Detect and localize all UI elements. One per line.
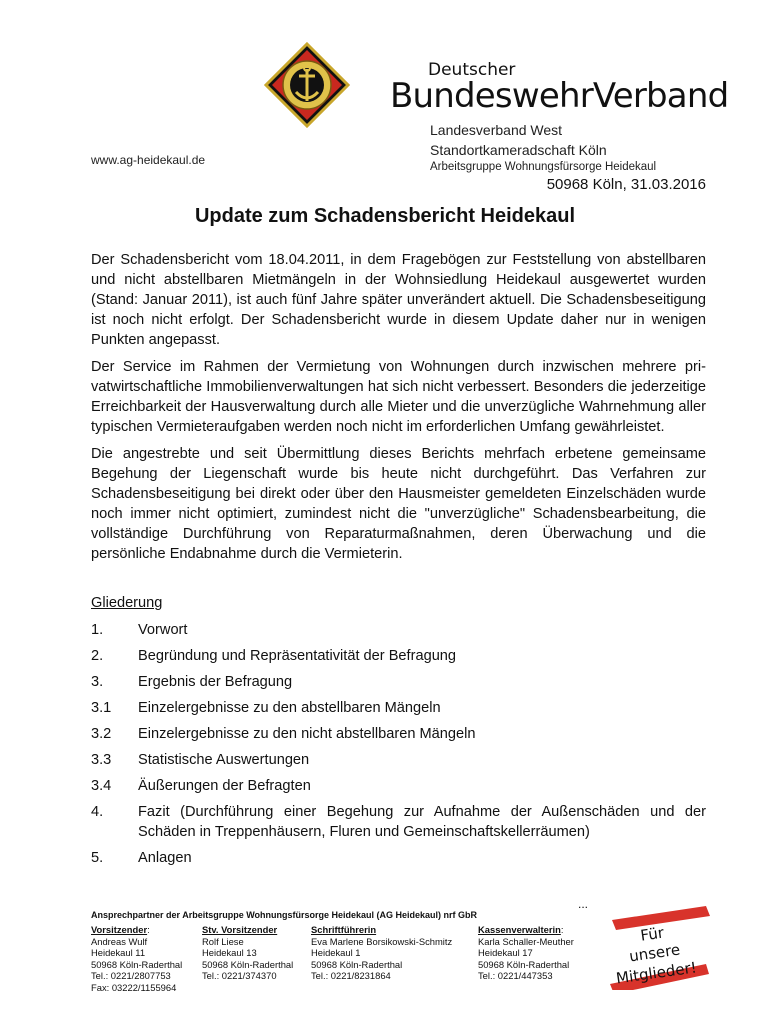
toc-text: Begründung und Repräsentativität der Befragung — [138, 648, 457, 664]
dbwv-emblem-logo — [264, 42, 350, 128]
footer-heading: Ansprechpartner der Arbeitsgruppe Wohnungsfürsorge Heidekaul (AG Heidekaul) nrf GbR — [91, 910, 478, 920]
contact-line: Heidekaul 11 — [91, 947, 146, 958]
toc-text: Einzelergebnisse zu den abstellbaren Mängeln — [138, 700, 441, 716]
contact-line: 50968 Köln-Raderthal — [478, 958, 570, 970]
contact-chairman: Vorsitzender: Andreas Wulf Heidekaul 11 50968 Köln-Raderthal Tel.: 0221/2807753 Fax: 03222/1155964 — [91, 924, 183, 993]
member-badge — [606, 900, 716, 990]
toc-text: Statistische Auswertungen — [138, 752, 310, 768]
contact-line: Heidekaul 13 — [202, 947, 257, 958]
contact-line: Eva Marlene Borsikowski-Schmitz — [311, 935, 453, 947]
continuation-mark: ... — [578, 897, 589, 911]
toc-item — [91, 672, 706, 692]
toc-item — [91, 802, 706, 842]
toc-item — [91, 776, 706, 796]
contact-role: Stv. Vorsitzender — [202, 924, 278, 935]
toc-item — [91, 750, 706, 770]
toc-item — [91, 724, 706, 744]
landesverband: Landesverband West — [430, 122, 563, 138]
place-date: 50968 Köln, 31.03.2016 — [546, 176, 706, 193]
document-title: Update zum Schadensbericht Heidekaul — [194, 205, 576, 227]
badge-text: Für — [639, 923, 666, 945]
toc-number: 5. — [91, 850, 104, 866]
toc-text: Äußerungen der Befragten — [138, 778, 311, 794]
contact-role: Vorsitzender — [91, 924, 148, 935]
badge-text: Mitglieder! — [614, 958, 698, 988]
contact-line: Andreas Wulf — [91, 935, 148, 947]
toc-text: Vorwort — [138, 622, 188, 638]
contact-role: Kassenverwalterin — [478, 924, 561, 935]
toc-number: 3. — [91, 674, 104, 690]
paragraph: Die angestrebte und seit Übermittlung dieses Berichts mehrfach erbetene gemeinsame Begehung der Liegenschaft wurde bis heute nicht durchgeführt. Das Verfahren zur Schadensbeseitigung bei direkt oder über den Hausmeister gemeldeten Einzelschäden wurde noch immer nicht optimiert, zumindest nicht die "unverzügliche" Schadensbearbeitung, die vollständige Durchführung von Reparaturmaßnahmen, deren Überwachung und die persönliche Endabnahme durch die Vermieterin. — [91, 446, 706, 562]
contact-line: Tel.: 0221/447353 — [478, 970, 553, 981]
toc-number: 3.3 — [91, 752, 112, 768]
contact-line: Tel.: 0221/8231864 — [311, 970, 391, 981]
toc-number: 3.1 — [91, 700, 112, 716]
contact-line: Tel.: 0221/374370 — [202, 970, 277, 981]
toc-number: 3.4 — [91, 778, 112, 794]
contact-line: 50968 Köln-Raderthal — [91, 958, 183, 970]
contact-treasurer: Kassenverwalterin: Karla Schaller-Meuther Heidekaul 17 50968 Köln-Raderthal Tel.: 0221/447353 — [478, 924, 574, 981]
website-url: www.ag-heidekaul.de — [91, 153, 206, 167]
toc-item — [91, 698, 706, 718]
contact-secretary — [311, 924, 452, 982]
toc-number: 2. — [91, 648, 104, 664]
toc-number: 3.2 — [91, 726, 112, 742]
contact-deputy — [202, 924, 293, 982]
toc-heading: Gliederung — [91, 595, 163, 611]
contact-line: Heidekaul 17 — [478, 947, 533, 958]
contact-line: Tel.: 0221/2807753 — [91, 970, 171, 981]
toc-text: Einzelergebnisse zu den nicht abstellbaren Mängeln — [138, 726, 476, 742]
contact-line: Rolf Liese — [202, 935, 244, 947]
toc-number: 1. — [91, 622, 104, 638]
standortkameradschaft: Standortkameradschaft Köln — [430, 142, 607, 158]
toc-number: 4. — [91, 804, 104, 820]
toc-item — [91, 620, 706, 640]
toc-text: Ergebnis der Befragung — [138, 674, 293, 690]
toc-item — [91, 646, 706, 666]
table-of-contents — [91, 620, 706, 874]
contact-role: Schriftführerin — [311, 924, 377, 935]
sender-block — [430, 120, 656, 175]
contact-line: 50968 Köln-Raderthal — [311, 958, 403, 970]
body-text — [91, 250, 706, 571]
badge-text: unsere — [628, 940, 682, 966]
toc-item — [91, 848, 706, 868]
contact-line: Heidekaul 1 — [311, 947, 361, 958]
paragraph: Der Schadensbericht vom 18.04.2011, in dem Fragebögen zur Feststellung von abstellbaren und nicht abstellbaren Mietmängeln in der Wohnsiedlung Heidekaul ausgewertet wurden (Stand: Januar 2011), ist auch fünf Jahre später unverändert aktuell. Die Schadensbeseitigung ist noch nicht erfolgt. Der Schadensbericht wurde in diesem Update daher nur in wenigen Punkten angepasst. — [91, 252, 706, 348]
contact-line: Fax: 03222/1155964 — [91, 981, 177, 993]
contact-line: 50968 Köln-Raderthal — [202, 958, 294, 970]
contact-line: Karla Schaller-Meuther — [478, 935, 574, 947]
org-name-line2: BundeswehrVerband — [390, 76, 729, 116]
arbeitsgruppe: Arbeitsgruppe Wohnungsfürsorge Heidekaul — [430, 161, 657, 173]
paragraph: Der Service im Rahmen der Vermietung von Wohnungen durch inzwischen mehrere privatwirtschaftliche Immobilienverwaltungen hat sich nicht verbessert. Besonders die jederzeitige Erreichbarkeit der Hausverwaltung durch alle Mieter und die unverzügliche Wahrnehmung aller typischen Vermieteraufgaben werden noch nicht im erforderlichen Umfang gewährleistet. — [91, 359, 706, 435]
org-name-line1: Deutscher — [428, 60, 516, 80]
toc-text: Anlagen — [138, 850, 192, 866]
toc-text: Fazit (Durchführung einer Begehung zur Aufnahme der Außenschäden und der Schäden in Treppenhäusern, Fluren und Gemeinschaftskellerräumen) — [138, 804, 706, 840]
